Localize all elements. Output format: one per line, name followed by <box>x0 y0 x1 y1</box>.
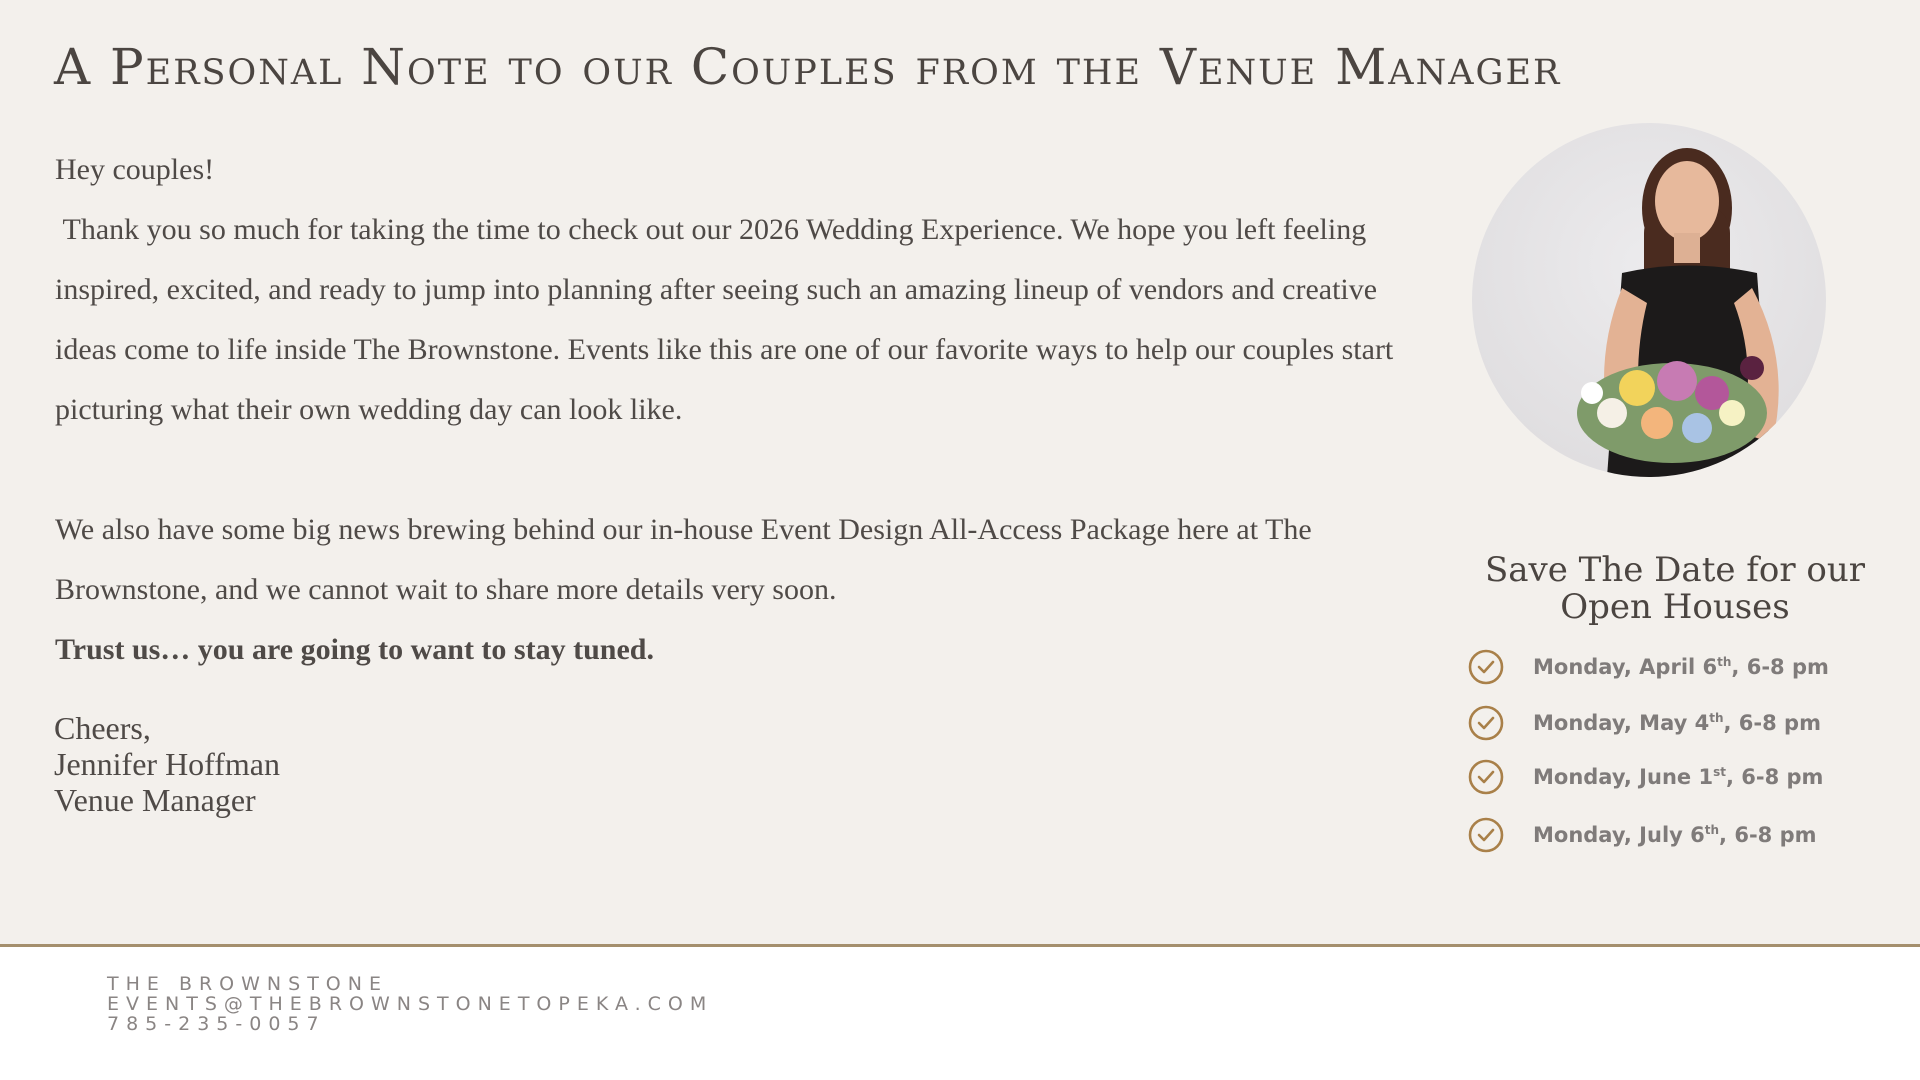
open-house-date <box>1468 648 1829 686</box>
check-circle-icon <box>1468 705 1504 741</box>
greeting: Hey couples! <box>55 153 215 186</box>
venue-manager-photo <box>1472 123 1826 477</box>
contact-info <box>107 974 713 1034</box>
letter-emphasis: Trust us… you are going to want to stay tuned. <box>55 633 654 666</box>
signature-name: Jennifer Hoffman <box>54 746 280 782</box>
check-circle-icon <box>1468 759 1504 795</box>
open-houses-heading <box>1440 552 1910 626</box>
contact-email[interactable]: EVENTS@THEBROWNSTONETOPEKA.COM <box>107 993 714 1015</box>
open-house-date <box>1468 816 1829 854</box>
letter-paragraph-2: We also have some big news brewing behind our in-house Event Design All-Access Package here at The Brownstone, and we cannot wait to share more details very soon. <box>55 513 1312 606</box>
letter-body <box>55 140 1415 680</box>
date-text: Monday, May 4th, 6-8 pm <box>1533 711 1821 735</box>
check-circle-icon <box>1468 649 1504 685</box>
open-houses-heading-line-2: Open Houses <box>1560 587 1790 627</box>
closing: Cheers, <box>54 710 151 746</box>
signature-title: Venue Manager <box>54 782 256 818</box>
page-title: A Personal Note to our Couples from the Venue Manager <box>54 38 1562 96</box>
signoff <box>54 710 280 818</box>
contact-phone[interactable]: 785-235-0057 <box>107 1013 326 1035</box>
open-house-date <box>1468 758 1829 796</box>
date-text: Monday, July 6th, 6-8 pm <box>1533 823 1817 847</box>
letter-paragraph-1: Thank you so much for taking the time to check out our 2026 Wedding Experience. We hope you left feeling inspired, excited, and ready to jump into planning after seeing such an amazing lineup of vendors and creative ideas come to life inside The Brownstone. Events like this are one of our favorite ways to help our couples start picturing what their own wedding day can look like. <box>55 213 1401 426</box>
venue-name: THE BROWNSTONE <box>107 973 388 995</box>
portrait-illustration <box>1472 123 1826 477</box>
footer <box>0 947 1920 1080</box>
open-houses-heading-line-1: Save The Date for our <box>1484 550 1866 590</box>
date-text: Monday, June 1st, 6-8 pm <box>1533 765 1824 789</box>
open-house-dates <box>1468 648 1829 872</box>
date-text: Monday, April 6th, 6-8 pm <box>1533 655 1829 679</box>
check-circle-icon <box>1468 817 1504 853</box>
open-house-date <box>1468 704 1829 742</box>
